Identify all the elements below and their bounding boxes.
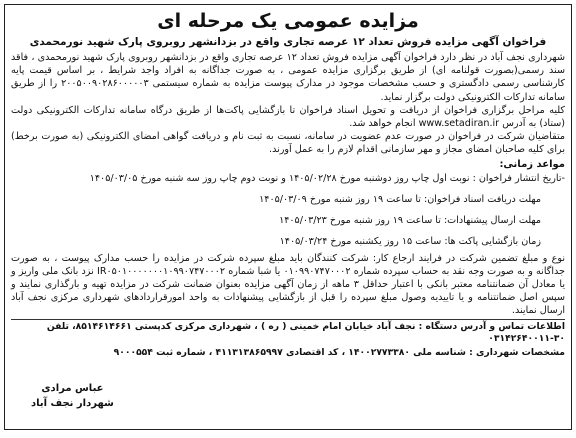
signature-title: شهردار نجف آباد	[31, 398, 114, 409]
paragraph-intro: شهرداری نجف آباد در نظر دارد فراخوان آگهی مزایده فروش تعداد ۱۲ عرصه تجاری واقع در بزدانشهر روبروی پارک شهید نورمحمدی ، فاقد سند رسمی(بصورت قولنامه ای) از طریق برگزاری مزایده عمومی ، به صورت جداگانه به افراد واجد شرایط ، بر اساس قیمت پایه کارشناسی رسمی دادگستری و حسب مشخصات موجود در مدارک پیوست مزایده به شماره سیستمی ۲۰۰۵۰۰۹۰۲۸۶۰۰۰۰۰۳ را از طریق سامانه تدارکات الکترونیکی دولت برگزار نماید.	[11, 52, 565, 103]
signature-block	[31, 381, 114, 411]
deposit-paragraph: نوع و مبلغ تضمین شرکت در فرایند ارجاع کار: شرکت کنندگان باید مبلغ سپرده شرکت در مزایده را حسب مدارک پیوست ، به صورت جداگانه و به صورت وجه نقد به حساب سپرده شماره ۰۱۰۹۹۰۷۴۷۰۰۰۲ یا شبا شماره IR۰۵۰۱۰۰۰۰۰۰۰۱۰۹۹۰۷۴۷۰۰۰۲ نزد بانک ملی واریز و یا معادل آن ضمانتنامه معتبر بانکی با اعتبار حداقل ۳ ماهه از زمان آگهی مزایده بعنوان ضمانت شرکت در مزایده تهیه و بارگذاری نمایند و سپس اصل ضمانتنامه و یا تاییدیه وصول مبلغ سپرده را قبل از بازگشایی پیشنهادات به واحد امورقراردادهای شهرداری مرکزی نجف آباد ارسال نمایند.	[11, 252, 565, 317]
date-opening: زمان بازگشایی پاکت ها: ساعت ۱۵ روز یکشنبه مورخ ۱۴۰۵/۰۳/۲۴	[279, 235, 541, 247]
notice-headline: فراخوان آگهی مزایده فروش تعداد ۱۲ عرصه تجاری واقع در بزدانشهر روبروی پارک شهید نورمحمدی	[29, 36, 547, 48]
paragraph-process: کلیه مراحل برگزاری فراخوان از دریافت و تحویل اسناد فراخوان تا بازگشایی پاکت‌ها از طریق درگاه سامانه تدارکات الکترونیکی دولت (ستاد) به آدرس www.setadiran.ir انجام خواهد شد.	[11, 104, 565, 130]
notice-title: مزایده عمومی یک مرحله ای	[157, 10, 419, 32]
paragraph-registration: متقاضیان شرکت در فراخوان در صورت عدم عضویت در سامانه، نسبت به ثبت نام و دریافت گواهی امضای الکترونیکی (به صورت برخط) برای کلیه صاحبان امضای مجاز و مهر سازمانی اقدام لازم را به عمل آورند.	[11, 131, 565, 156]
date-publication: -تاریخ انتشار فراخوان : نوبت اول چاپ روز دوشنبه مورخ ۱۴۰۵/۰۲/۲۸ و نوبت دوم چاپ روز سه شنبه مورخ ۱۴۰۵/۰۳/۰۵	[89, 172, 565, 184]
date-document-deadline: مهلت دریافت اسناد فراخوان: تا ساعت ۱۹ روز شنبه مورخ ۱۴۰۵/۰۳/۰۹	[259, 193, 541, 205]
signature-name: عباس مرادی	[41, 383, 104, 394]
date-submission-deadline: مهلت ارسال پیشنهادات: تا ساعت ۱۹ روز شنبه مورخ ۱۴۰۵/۰۳/۲۳	[279, 214, 541, 226]
municipality-info: مشخصات شهرداری : شناسه ملی ۱۴۰۰۲۷۷۳۳۸۰ ، کد اقتصادی ۴۱۱۳۱۳۸۶۵۹۹۷ ، شماره ثبت ۹۰۰۰۵۵۴	[113, 346, 565, 358]
dates-label: مواعد زمانی:	[499, 158, 565, 170]
dates-list	[11, 172, 565, 248]
contact-info: اطلاعات تماس و آدرس دستگاه : نجف آباد خیابان امام خمینی ( ره ) ، شهرداری مرکزی کدپستی ۸۵۱۴۶۱۴۶۶۱، تلفن ۳۰-۰۳۱۴۲۶۴۰۰۱۱	[11, 319, 565, 346]
notice-body	[11, 51, 565, 157]
notice-page	[4, 4, 572, 430]
